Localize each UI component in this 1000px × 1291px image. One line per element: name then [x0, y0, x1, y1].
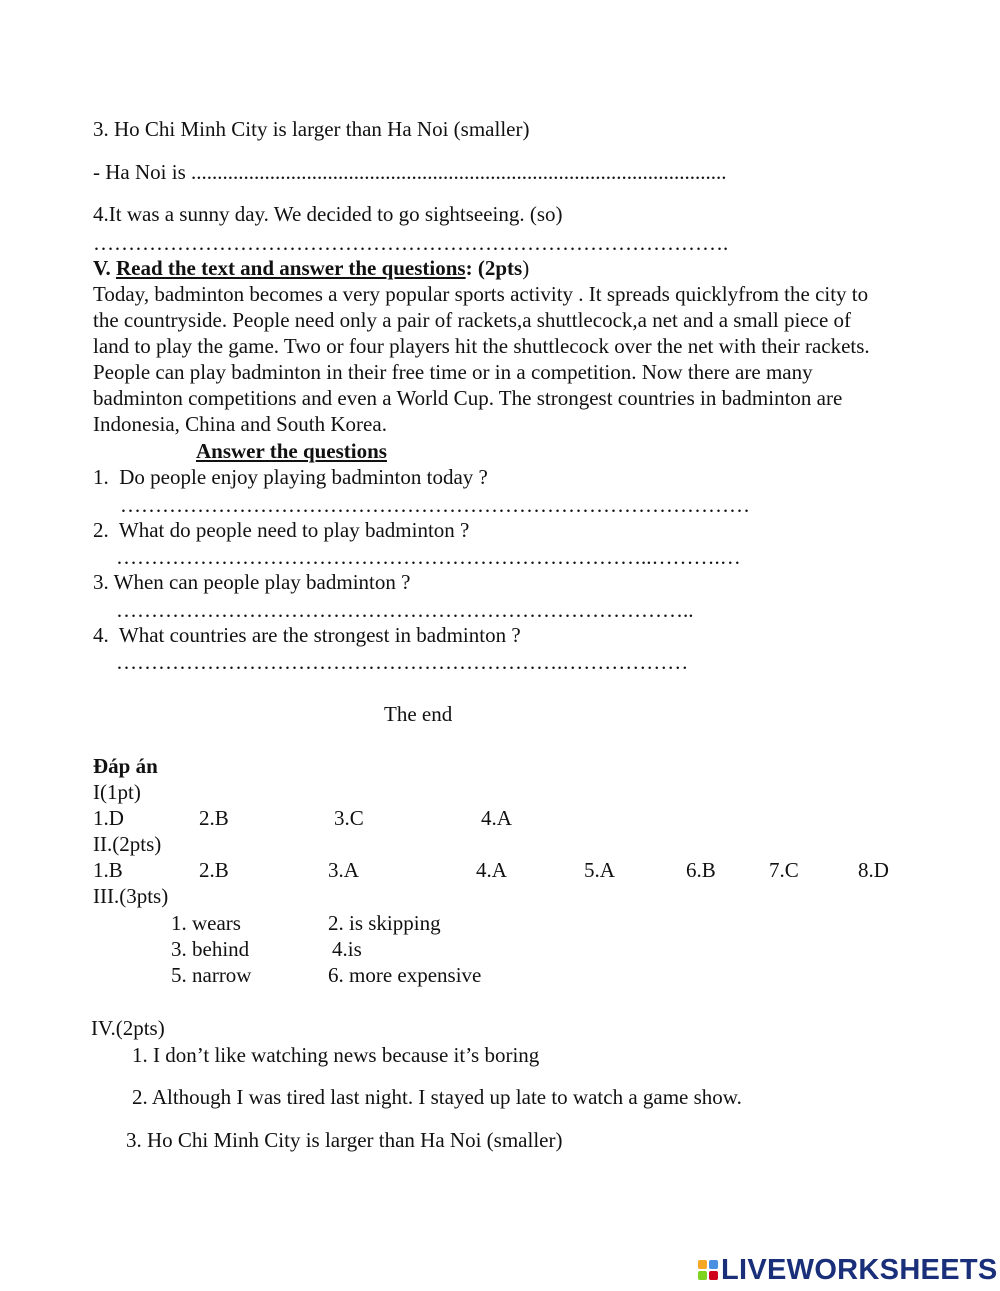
answer-item: 1. wears [171, 911, 241, 935]
answer-item: 3.C [334, 806, 364, 830]
section-v-number: V. [93, 256, 116, 280]
answer-item: 4.is [332, 937, 362, 961]
passage-line: the countryside. People need only a pair of rackets,a shuttlecock,a net and a small piece of [93, 308, 852, 332]
reading-question-3: 3. When can people play badminton ? [93, 570, 411, 594]
answer-item: 5. narrow [171, 963, 252, 987]
reading-blank-4[interactable]: ……………………………………………………….……………… [116, 650, 689, 674]
answer-item: 3. behind [171, 937, 250, 961]
passage-line: badminton competitions and even a World Cup. The strongest countries in badminton are [93, 386, 843, 410]
answer-questions-heading: Answer the questions [196, 439, 387, 463]
answer-item: 8.D [858, 858, 889, 882]
rewrite-blank-4[interactable]: ………………………………………………………………………………. [93, 231, 729, 255]
reading-question-4: 4. What countries are the strongest in badminton ? [93, 623, 521, 647]
answer-item: 2.B [199, 858, 229, 882]
answer-section-2-label: II.(2pts) [93, 832, 162, 856]
rewrite-blank-3[interactable]: - Ha Noi is ...................................................................................................... [93, 160, 727, 184]
answer-item: 2.B [199, 806, 229, 830]
reading-blank-2[interactable]: …………………………………………………………………..……….… [116, 545, 741, 569]
passage-line: People can play badminton in their free time or in a competition. Now there are many [93, 360, 813, 384]
reading-blank-3[interactable]: ……………………………………………………………………….. [116, 598, 694, 622]
the-end-text: The end [384, 702, 453, 726]
answer-item: 4.A [476, 858, 507, 882]
answer-item: 7.C [769, 858, 799, 882]
answer-item: 2. Although I was tired last night. I stayed up late to watch a game show. [132, 1085, 742, 1109]
answer-section-4-label: IV.(2pts) [91, 1016, 165, 1040]
reading-blank-1[interactable]: ……………………………………………………………………………… [120, 493, 750, 517]
answer-item: 1.D [93, 806, 124, 830]
passage-line: Today, badminton becomes a very popular sports activity . It spreads quicklyfrom the city to [93, 282, 869, 306]
answer-section-1-label: I(1pt) [93, 780, 141, 804]
rewrite-question-3: 3. Ho Chi Minh City is larger than Ha Noi (smaller) [93, 117, 530, 141]
liveworksheets-icon [698, 1260, 718, 1280]
passage-line: land to play the game. Two or four players hit the shuttlecock over the net with their rackets. [93, 334, 870, 358]
section-v-close: ) [522, 256, 530, 280]
section-v-title: Read the text and answer the questions [115, 256, 466, 280]
rewrite-question-4: 4.It was a sunny day. We decided to go sightseeing. (so) [93, 202, 563, 226]
reading-question-2: 2. What do people need to play badminton ? [93, 518, 470, 542]
section-v-points: : (2pts [465, 256, 523, 280]
logo-text: LIVEWORKSHEETS [721, 1253, 998, 1286]
answer-item: 3.A [328, 858, 359, 882]
liveworksheets-logo [698, 1254, 998, 1286]
answer-item: 6. more expensive [328, 963, 482, 987]
answer-item: 2. is skipping [328, 911, 441, 935]
answer-item: 3. Ho Chi Minh City is larger than Ha Noi (smaller) [126, 1128, 563, 1152]
answer-item: 4.A [481, 806, 512, 830]
section-v-heading [93, 255, 529, 281]
passage-line: Indonesia, China and South Korea. [93, 412, 387, 436]
reading-question-1: 1. Do people enjoy playing badminton today ? [93, 465, 488, 489]
answer-item: 1.B [93, 858, 123, 882]
answer-key-title: Đáp án [93, 754, 158, 778]
answer-section-3-label: III.(3pts) [93, 884, 169, 908]
answer-item: 5.A [584, 858, 615, 882]
answer-item: 6.B [686, 858, 716, 882]
answer-item: 1. I don’t like watching news because it’s boring [132, 1043, 540, 1067]
